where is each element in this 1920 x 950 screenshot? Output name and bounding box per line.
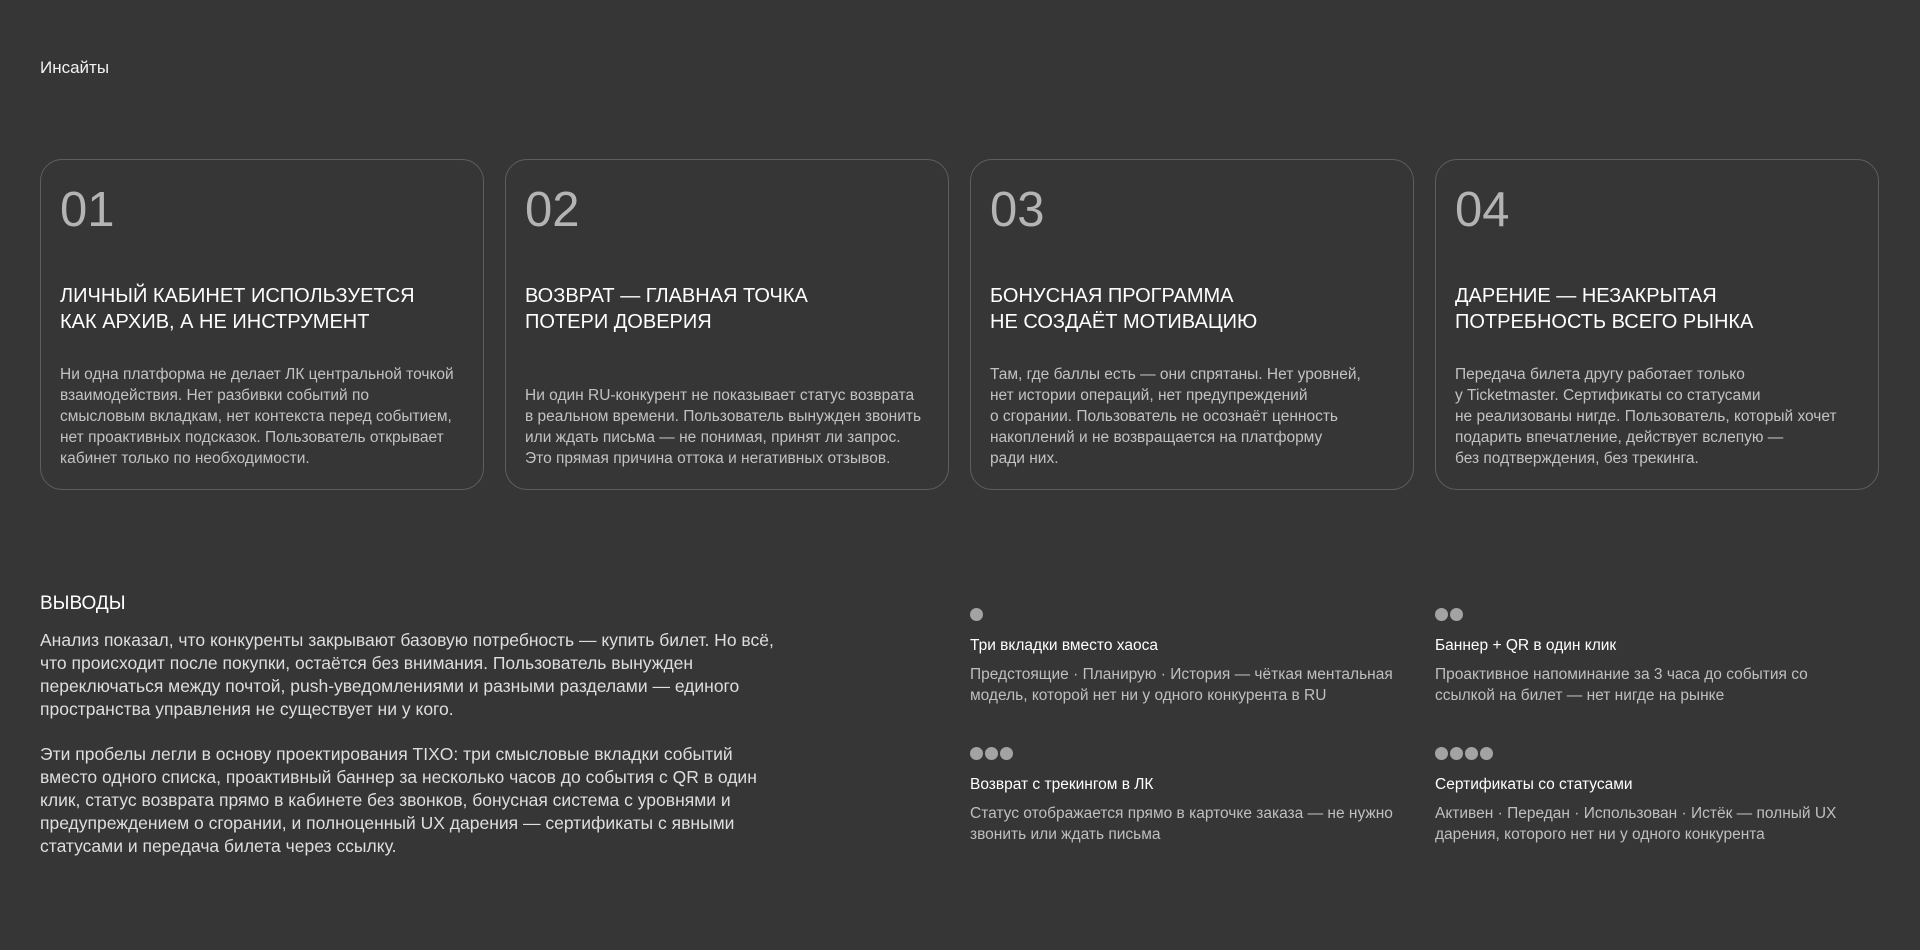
insight-title: ЛИЧНЫЙ КАБИНЕТ ИСПОЛЬЗУЕТСЯ КАК АРХИВ, А НЕ ИНСТРУМЕНТ bbox=[60, 285, 415, 333]
dots-indicator bbox=[1435, 747, 1850, 760]
feature-text: Проактивное напоминание за 3 часа до события со ссылкой на билет — нет нигде на рынке bbox=[1435, 666, 1808, 704]
conclusions-paragraph-2: Эти пробелы легли в основу проектирования TIXO: три смысловые вкладки событий вместо одного списка, проактивный баннер за несколько часов до события с QR в один клик, статус возврата прямо в кабинете без звонков, бонусная система с уровнями и предупреждением о сгорании, и полноценный UX дарения — сертификаты с явными статусами и передача билета через ссылку. bbox=[40, 744, 757, 856]
insight-number: 02 bbox=[525, 183, 580, 237]
insight-title: ВОЗВРАТ — ГЛАВНАЯ ТОЧКА ПОТЕРИ ДОВЕРИЯ bbox=[525, 285, 808, 333]
dot-icon bbox=[1435, 747, 1448, 760]
dot-icon bbox=[1450, 747, 1463, 760]
feature-title: Три вкладки вместо хаоса bbox=[970, 637, 1158, 654]
dots-indicator bbox=[970, 747, 1435, 760]
dot-icon bbox=[970, 747, 983, 760]
insight-text: Передача билета другу работает только у Ticketmaster. Сертификаты со статусами не реализованы нигде. Пользователь, который хочет подарить впечатление, действует вслепую — без подтверждения, без трекинга. bbox=[1455, 366, 1837, 467]
feature-title: Возврат с трекингом в ЛК bbox=[970, 776, 1154, 793]
insight-text: Ни одна платформа не делает ЛК центральной точкой взаимодействия. Нет разбивки событий по смысловым вкладкам, нет контекста перед событием, нет проактивных подсказок. Пользователь открывает кабинет только по необходимости. bbox=[60, 366, 454, 467]
feature-item-3 bbox=[970, 747, 1435, 859]
feature-title: Баннер + QR в один клик bbox=[1435, 637, 1617, 654]
dot-icon bbox=[970, 608, 983, 621]
insight-number: 04 bbox=[1455, 183, 1510, 237]
dot-icon bbox=[1450, 608, 1463, 621]
feature-title: Сертификаты со статусами bbox=[1435, 776, 1633, 793]
feature-item-2 bbox=[1435, 608, 1850, 720]
section-title: Инсайты bbox=[40, 58, 110, 77]
dot-icon bbox=[1435, 608, 1448, 621]
insight-title: БОНУСНАЯ ПРОГРАММА НЕ СОЗДАЁТ МОТИВАЦИЮ bbox=[990, 285, 1258, 333]
dot-icon bbox=[1480, 747, 1493, 760]
features-grid bbox=[970, 608, 1850, 859]
insight-number: 03 bbox=[990, 183, 1045, 237]
insight-number: 01 bbox=[60, 183, 115, 237]
insight-text: Ни один RU-конкурент не показывает статус возврата в реальном времени. Пользователь вынужден звонить или ждать письма — не понимая, принят ли запрос. Это прямая причина оттока и негативных отзывов. bbox=[525, 387, 922, 467]
conclusions-paragraph-1: Анализ показал, что конкуренты закрывают базовую потребность — купить билет. Но всё, что происходит после покупки, остаётся без внимания. Пользователь вынужден переключаться между почтой, push-уведомлениями и разными разделами — единого пространства управления не существует ни у кого. bbox=[40, 630, 774, 719]
insight-card-1 bbox=[40, 159, 484, 490]
dot-icon bbox=[1000, 747, 1013, 760]
insight-text: Там, где баллы есть — они спрятаны. Нет уровней, нет истории операций, нет предупреждений о сгорании. Пользователь не осознаёт ценность накоплений и не возвращается на платформу ради них. bbox=[990, 366, 1361, 467]
dots-indicator bbox=[970, 608, 1435, 621]
conclusions-section bbox=[40, 593, 800, 880]
feature-item-1 bbox=[970, 608, 1435, 720]
dot-icon bbox=[985, 747, 998, 760]
feature-text: Предстоящие · Планирую · История — чёткая ментальная модель, которой нет ни у одного конкурента в RU bbox=[970, 666, 1393, 704]
feature-item-4 bbox=[1435, 747, 1850, 859]
insight-card-2 bbox=[505, 159, 949, 490]
insight-title: ДАРЕНИЕ — НЕЗАКРЫТАЯ ПОТРЕБНОСТЬ ВСЕГО РЫНКА bbox=[1455, 285, 1754, 333]
insight-card-4 bbox=[1435, 159, 1879, 490]
insight-cards bbox=[40, 159, 1879, 490]
conclusions-title: ВЫВОДЫ bbox=[40, 593, 126, 614]
dot-icon bbox=[1465, 747, 1478, 760]
dots-indicator bbox=[1435, 608, 1850, 621]
feature-text: Активен · Передан · Использован · Истёк — полный UX дарения, которого нет ни у одного конкурента bbox=[1435, 805, 1837, 843]
feature-text: Статус отображается прямо в карточке заказа — не нужно звонить или ждать письма bbox=[970, 805, 1393, 843]
insight-card-3 bbox=[970, 159, 1414, 490]
